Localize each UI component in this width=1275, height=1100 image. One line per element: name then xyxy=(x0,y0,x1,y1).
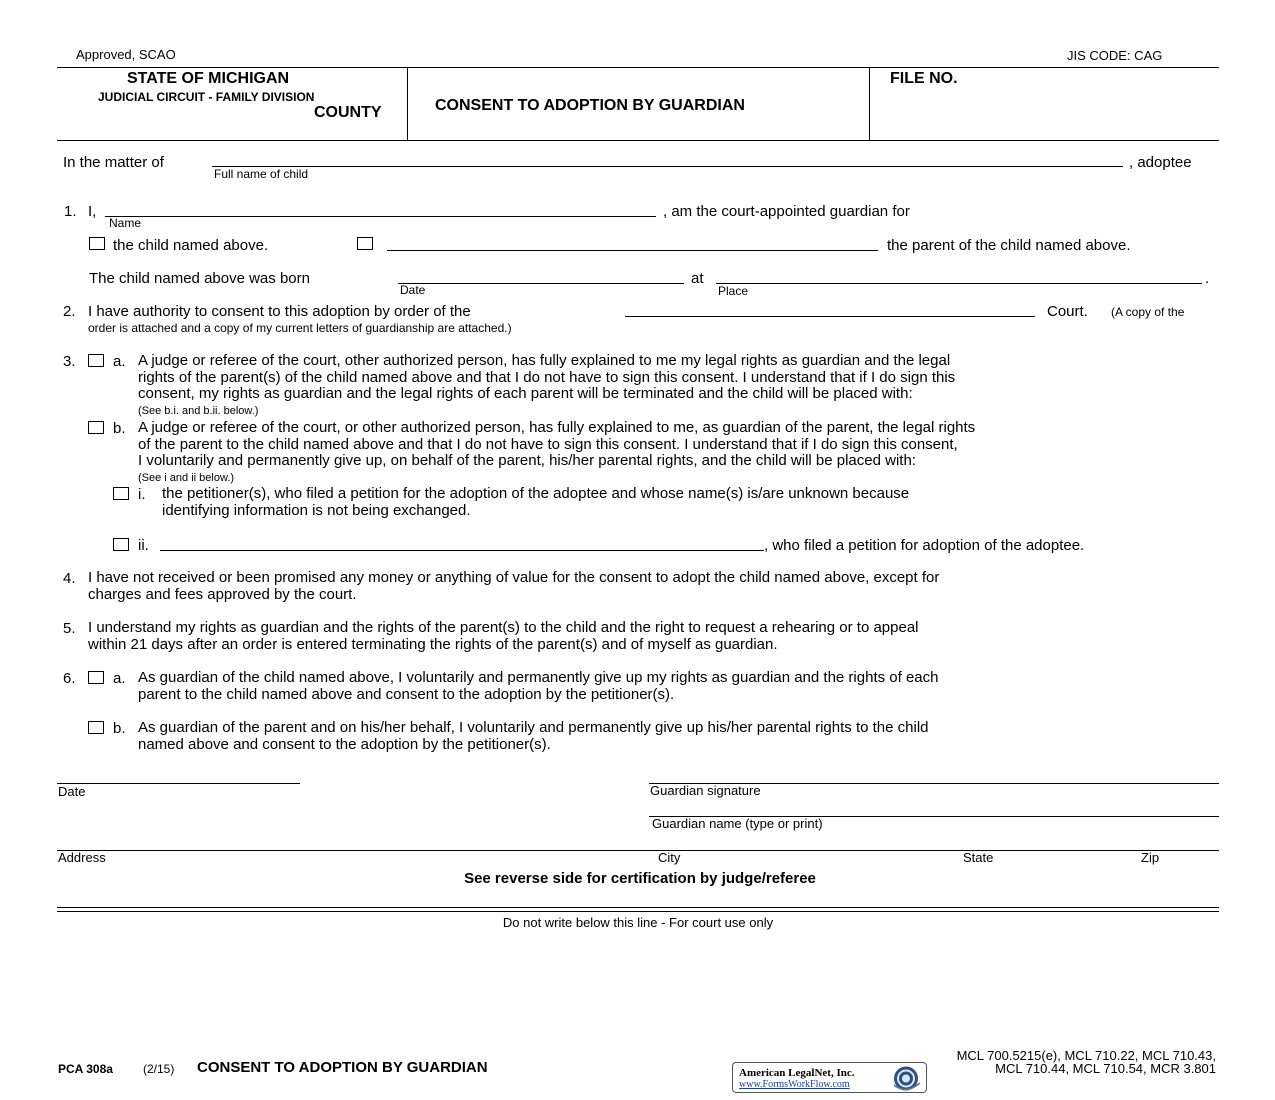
form-code: PCA 308a xyxy=(58,1062,113,1076)
born-text: The child named above was born xyxy=(89,270,310,287)
item1-text: , am the court-appointed guardian for xyxy=(663,203,910,220)
header-top-rule xyxy=(57,67,1219,68)
item5-text: I understand my rights as guardian and the rights of the parent(s) to the child and the right to request a rehearing or to appeal within 21 days after an order is entered terminating the rights of the parent(s) and of myself as guardian. xyxy=(88,619,919,653)
item3b-ii-text: , who filed a petition for adoption of the adoptee. xyxy=(764,537,1085,554)
address-label: Address xyxy=(58,850,106,865)
item3b-text: A judge or referee of the court, or other authorized person, has fully explained to me, as guardian of the parent, the legal rights of the parent to the child named above and that I do not have to sign this consent. I understand that if I do sign this consent, I voluntarily and permanently give up, on behalf of the parent, his/her parental rights, and the child will be placed with: (See i and ii below.) xyxy=(138,419,976,484)
checkbox-3a[interactable] xyxy=(88,354,104,367)
item2-number: 2. xyxy=(63,303,76,320)
court-name-field[interactable] xyxy=(625,316,1035,317)
form-title: CONSENT TO ADOPTION BY GUARDIAN xyxy=(435,97,745,114)
item6a-label: a. xyxy=(113,670,126,687)
city-label: City xyxy=(658,850,681,865)
petitioner-name-field[interactable] xyxy=(160,550,764,551)
court-label: Court. xyxy=(1047,303,1088,320)
county-label: COUNTY xyxy=(314,104,382,121)
item6a-text: As guardian of the child named above, I voluntarily and permanently give up my rights as guardian and the rights of each parent to the child named above and consent to the adoption by the petitioner(s). xyxy=(138,669,939,703)
zip-label: Zip xyxy=(1141,850,1160,865)
item3a-text: A judge or referee of the court, other authorized person, has fully explained to me my legal rights as guardian and the legal rights of the parent(s) of the child named above and that I do not have to sign this consent. I understand that if I do sign this consent, my rights as guardian and the legal rights of each parent will be terminated and the child will be placed with: (See b.i. and b.ii. below.) xyxy=(138,352,956,417)
item6b-text: As guardian of the parent and on his/her behalf, I voluntarily and permanently give up his/her parental rights to the child named above and consent to the adoption by the petitioner(s). xyxy=(138,719,929,753)
item2-line2: order is attached and a copy of my current letters of guardianship are attached.) xyxy=(88,321,512,335)
guardian-name-field[interactable] xyxy=(105,216,656,217)
checkbox-6a[interactable] xyxy=(88,671,104,684)
item2-text: I have authority to consent to this adoption by order of the xyxy=(88,303,471,320)
date-label: Date xyxy=(58,784,86,799)
at-label: at xyxy=(691,270,704,287)
court-use-rule-top xyxy=(57,907,1219,908)
birth-place-label: Place xyxy=(718,284,749,298)
checkbox-parent-of-child[interactable] xyxy=(357,237,373,250)
birth-date-label: Date xyxy=(400,283,426,297)
child-name-field[interactable] xyxy=(212,166,1123,167)
matter-prefix: In the matter of xyxy=(63,154,164,171)
born-period: . xyxy=(1205,270,1210,287)
checkbox-3b[interactable] xyxy=(88,421,104,434)
item6b-label: b. xyxy=(113,720,126,737)
copy-of-the: (A copy of the xyxy=(1111,305,1185,319)
option-parent-label: the parent of the child named above. xyxy=(887,237,1131,254)
checkbox-3b-i[interactable] xyxy=(113,487,129,500)
checkbox-child-named-above[interactable] xyxy=(89,237,105,250)
item3b-i-label: i. xyxy=(138,486,146,503)
circuit-label: JUDICIAL CIRCUIT - FAMILY DIVISION xyxy=(98,90,315,104)
adoptee-label: , adoptee xyxy=(1129,154,1192,171)
birth-place-field[interactable] xyxy=(716,283,1202,284)
birth-date-field[interactable] xyxy=(398,283,684,284)
mcl-citations-line1: MCL 700.5215(e), MCL 710.22, MCL 710.43, xyxy=(956,1048,1216,1063)
file-number-label: FILE NO. xyxy=(890,70,958,87)
checkbox-3b-ii[interactable] xyxy=(113,538,129,551)
child-name-label: Full name of child xyxy=(214,167,309,181)
item3b-label: b. xyxy=(113,420,126,437)
footer-form-title: CONSENT TO ADOPTION BY GUARDIAN xyxy=(197,1059,488,1076)
date-field[interactable] xyxy=(57,783,300,784)
item6-number: 6. xyxy=(63,670,76,687)
item1-lead: I, xyxy=(88,203,97,220)
globe-icon xyxy=(888,1065,924,1092)
item1-number: 1. xyxy=(64,203,77,220)
court-use-rule-bottom xyxy=(57,911,1219,912)
guardian-printed-name-label: Guardian name (type or print) xyxy=(652,816,823,831)
item3a-label: a. xyxy=(113,353,126,370)
logo-url[interactable]: www.FormsWorkFlow.com xyxy=(739,1079,850,1090)
logo-name: American LegalNet, Inc. xyxy=(739,1067,855,1079)
item5-number: 5. xyxy=(63,620,76,637)
header-bottom-rule xyxy=(57,140,1219,141)
jis-code: JIS CODE: CAG xyxy=(1067,48,1163,63)
option-child-label: the child named above. xyxy=(113,237,269,254)
form-revision: (2/15) xyxy=(143,1062,175,1076)
item3b-ii-label: ii. xyxy=(138,537,149,554)
header-divider-right xyxy=(869,67,870,140)
item4-number: 4. xyxy=(63,570,76,587)
checkbox-6b[interactable] xyxy=(88,721,104,734)
item4-text: I have not received or been promised any money or anything of value for the consent to adopt the child named above, except for charges and fees approved by the court. xyxy=(88,569,940,603)
guardian-signature-label: Guardian signature xyxy=(650,783,761,798)
guardian-name-label: Name xyxy=(109,216,142,230)
item3-number: 3. xyxy=(63,353,76,370)
court-use-note: Do not write below this line - For court use only xyxy=(502,915,774,930)
address-field[interactable] xyxy=(57,850,1219,851)
item3b-i-text: the petitioner(s), who filed a petition for the adoption of the adoptee and whose name(s) is/are unknown because identifying information is not being exchanged. xyxy=(162,485,910,519)
state-label: State xyxy=(963,850,994,865)
reverse-side-note: See reverse side for certification by judge/referee xyxy=(464,870,816,887)
american-legalnet-logo xyxy=(732,1062,927,1093)
approved-label: Approved, SCAO xyxy=(76,47,176,62)
mcl-citations-line2: MCL 710.44, MCL 710.54, MCR 3.801 xyxy=(995,1061,1216,1076)
header-divider-left xyxy=(407,67,408,140)
state-name: STATE OF MICHIGAN xyxy=(127,70,290,87)
parent-name-field[interactable] xyxy=(387,250,878,251)
